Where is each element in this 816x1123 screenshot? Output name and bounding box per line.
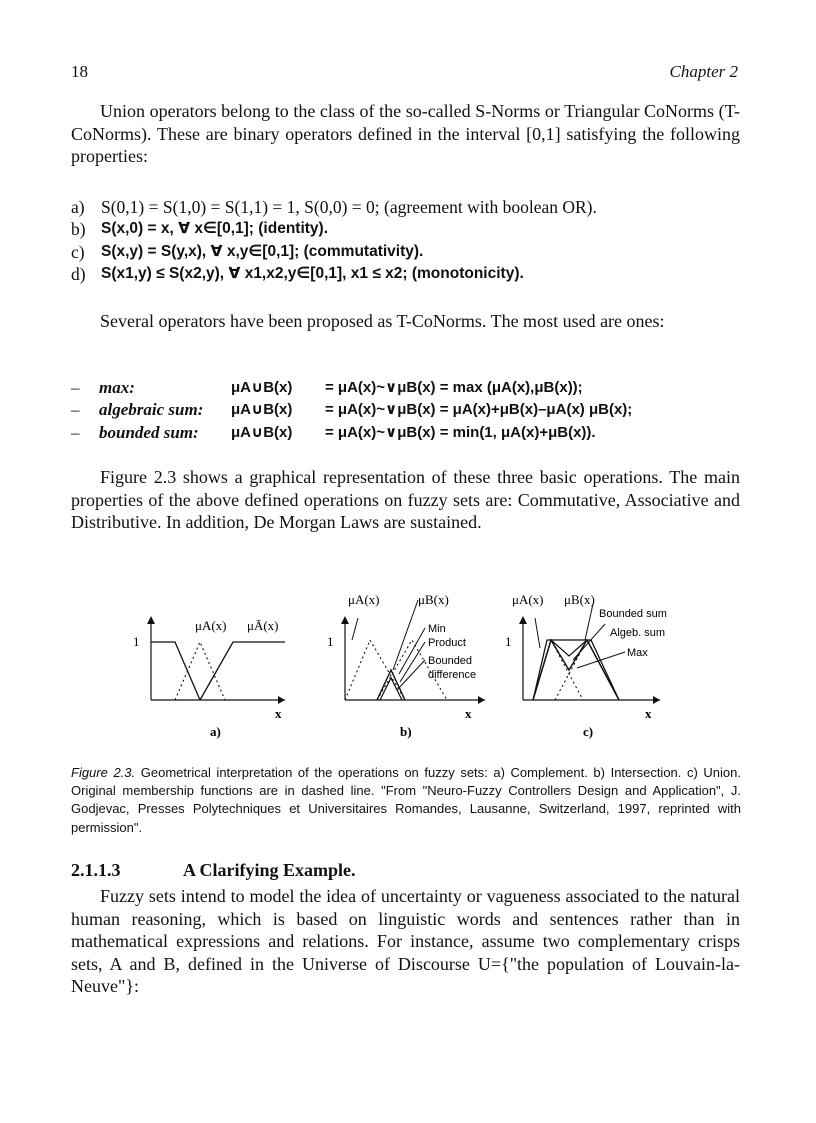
property-text: S(x,0) = x, ∀ x∈[0,1]; (identity). bbox=[101, 220, 329, 238]
section-heading bbox=[71, 860, 356, 881]
panel-c-union bbox=[505, 592, 667, 739]
property-item bbox=[71, 263, 751, 285]
mu-label: μA(x) bbox=[195, 618, 227, 633]
mu-label: μB(x) bbox=[564, 592, 595, 607]
section-paragraph: Fuzzy sets intend to model the idea of uncertainty or vagueness associated to the natural human reasoning, which is based on linguistic words and sentences rather than in mathematical expressions and relations. For instance, assume two complementary crisps sets, A and B, defined in the Universe of Discourse U={"the population of Louvain-la-Neuve"}: bbox=[71, 886, 740, 997]
operator-name: algebraic sum: bbox=[99, 400, 204, 420]
pointer-line bbox=[400, 642, 425, 682]
algebraic-sum-curve bbox=[533, 640, 619, 700]
annotation-algebraic-sum: Algeb. sum bbox=[610, 627, 666, 639]
property-label: b) bbox=[71, 219, 86, 240]
operator-formula: = μA(x)~∨μB(x) = max (μA(x),μB(x)); bbox=[325, 379, 583, 396]
operator-dash: – bbox=[71, 378, 80, 397]
min-curve bbox=[377, 670, 405, 700]
y-axis-arrow-icon bbox=[519, 616, 527, 624]
pointer-line bbox=[585, 604, 593, 640]
operators-list bbox=[71, 377, 761, 444]
operator-item bbox=[71, 422, 761, 444]
panel-label: a) bbox=[210, 724, 221, 739]
complement-curve bbox=[151, 642, 200, 700]
annotation-min: Min bbox=[428, 623, 446, 635]
mu-label: μB(x) bbox=[418, 592, 449, 607]
mu-label: μA(x) bbox=[512, 592, 544, 607]
property-text: S(x1,y) ≤ S(x2,y), ∀ x1,x2,y∈[0,1], x1 ≤ x2; (monotonicity). bbox=[101, 265, 524, 283]
operator-dash: – bbox=[71, 422, 80, 442]
y-axis-arrow-icon bbox=[147, 616, 155, 624]
annotation-max: Max bbox=[627, 647, 648, 659]
y-axis-arrow-icon bbox=[341, 616, 349, 624]
operator-lhs: μA∪B(x) bbox=[231, 401, 293, 419]
x-axis-arrow-icon bbox=[653, 696, 660, 704]
annotation-bounded-sum: Bounded sum bbox=[599, 608, 667, 620]
panel-label: b) bbox=[400, 724, 412, 739]
figure-2-3-diagram bbox=[115, 582, 715, 742]
section-title: A Clarifying Example. bbox=[183, 860, 356, 880]
property-item bbox=[71, 196, 751, 218]
original-membership-dashed bbox=[345, 640, 405, 700]
panel-a-complement bbox=[133, 616, 285, 739]
property-text: S(0,1) = S(1,0) = S(1,1) = 1, S(0,0) = 0; (agreement with boolean OR). bbox=[101, 197, 597, 217]
operator-lhs: μA∪B(x) bbox=[231, 379, 293, 396]
operator-lhs: μA∪B(x) bbox=[231, 423, 293, 441]
operator-formula: = μA(x)~∨μB(x) = min(1, μA(x)+μB(x)). bbox=[325, 423, 596, 441]
x-axis-arrow-icon bbox=[278, 696, 285, 704]
figure-reference-paragraph: Figure 2.3 shows a graphical representation of these three basic operations. The main properties of the above defined operations on fuzzy sets are: Commutative, Associative and Distributive. In addition, De Morgan Laws are sustained. bbox=[71, 467, 740, 533]
axis-one-label: 1 bbox=[505, 634, 512, 649]
x-axis-arrow-icon bbox=[478, 696, 485, 704]
pointer-line bbox=[573, 624, 605, 660]
properties-list bbox=[71, 196, 751, 286]
axis-one-label: 1 bbox=[327, 634, 334, 649]
original-membership-dashed bbox=[555, 640, 619, 700]
panel-b-intersection bbox=[327, 592, 485, 739]
caption-label: Figure 2.3. bbox=[71, 765, 136, 780]
section-number: 2.1.1.3 bbox=[71, 860, 121, 880]
axis-x-label: x bbox=[645, 706, 652, 721]
property-text: S(x,y) = S(y,x), ∀ x,y∈[0,1]; (commutativity). bbox=[101, 242, 424, 260]
axis-x-label: x bbox=[465, 706, 472, 721]
property-item bbox=[71, 241, 751, 263]
annotation-difference: difference bbox=[428, 669, 477, 681]
operator-item bbox=[71, 377, 761, 399]
property-label: d) bbox=[71, 264, 86, 285]
property-label: a) bbox=[71, 197, 85, 217]
complement-curve bbox=[200, 642, 285, 700]
axis-one-label: 1 bbox=[133, 634, 140, 649]
figure-caption bbox=[71, 764, 741, 837]
annotation-product: Product bbox=[428, 637, 466, 649]
operator-item bbox=[71, 399, 761, 421]
mu-label: μA(x) bbox=[348, 592, 380, 607]
running-head-chapter: Chapter 2 bbox=[669, 62, 738, 81]
operator-name: bounded sum: bbox=[99, 422, 199, 442]
pointer-line bbox=[352, 618, 358, 640]
pointer-line bbox=[399, 628, 425, 674]
page-number: 18 bbox=[71, 62, 88, 81]
property-item bbox=[71, 218, 751, 240]
caption-text: Geometrical interpretation of the operations on fuzzy sets: a) Complement. b) Intersection. c) Union. Original membership functions are in dashed line. "From "Neuro-Fuzzy Controllers Design and Application", J. Godjevac, Presses Polytechniques et Universitaires Romandes, Lausanne, Switzerland, 1997, reprinted with permission". bbox=[71, 765, 741, 835]
operator-formula: = μA(x)~∨μB(x) = μA(x)+μB(x)–μA(x) μB(x); bbox=[325, 401, 633, 419]
intro-paragraph: Union operators belong to the class of the so-called S-Norms or Triangular CoNorms (T-CoNorms). These are binary operators defined in the interval [0,1] satisfying the following properties: bbox=[71, 101, 740, 167]
operator-name: max: bbox=[99, 378, 135, 397]
panel-label: c) bbox=[583, 724, 594, 739]
property-label: c) bbox=[71, 241, 85, 262]
mu-label: μĀ(x) bbox=[247, 618, 279, 633]
original-membership-dashed bbox=[175, 642, 225, 700]
operators-intro-paragraph: Several operators have been proposed as T-CoNorms. The most used are ones: bbox=[100, 311, 665, 331]
annotation-bounded: Bounded bbox=[428, 655, 473, 667]
pointer-line bbox=[535, 618, 540, 648]
operator-dash: – bbox=[71, 400, 80, 420]
axis-x-label: x bbox=[275, 706, 282, 721]
